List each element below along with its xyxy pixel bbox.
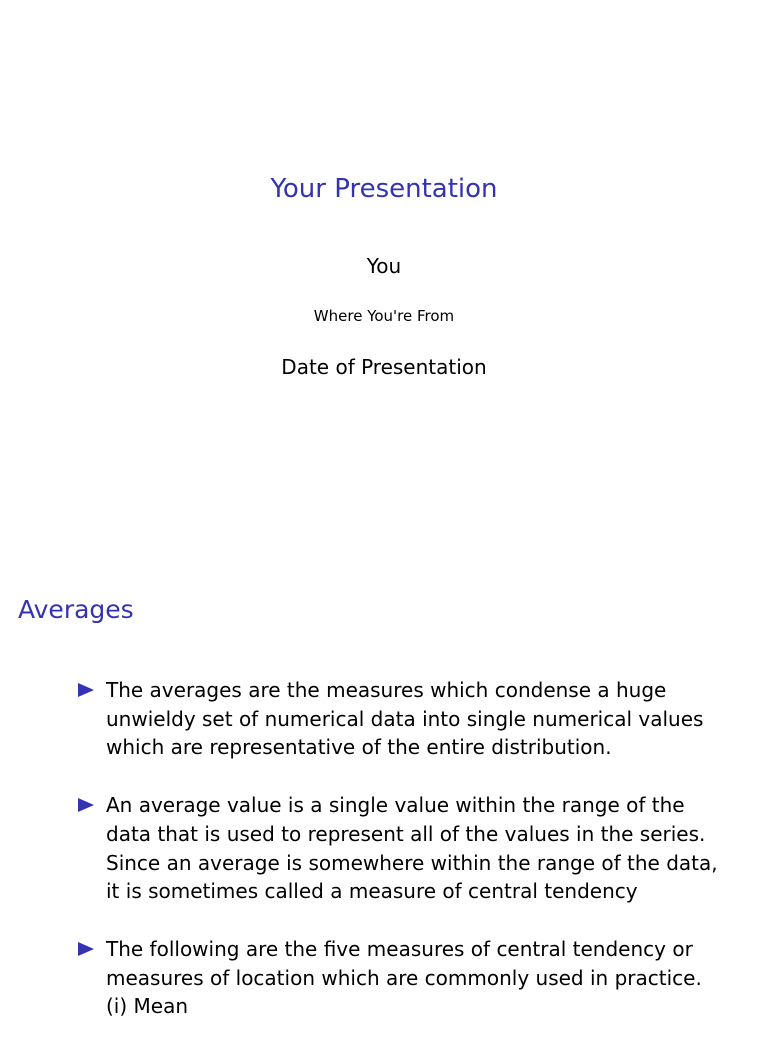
triangle-bullet-icon [78,942,94,956]
presentation-date: Date of Presentation [281,355,487,379]
bullet-item [0,935,768,1021]
frame-title: Averages [18,595,134,624]
triangle-bullet-icon [78,798,94,812]
triangle-bullet-icon [78,683,94,697]
presentation-author: You [366,254,402,278]
bullet-item [0,791,768,906]
bullet-sub-item: (i) Mean [106,994,189,1019]
presentation-institute: Where You're From [313,307,455,325]
bullet-text: An average value is a single value within the range of the data that is used to represent all of the values in the series. Since an average is somewhere within the range of the data, it is sometimes called a measure of central tendency [106,793,718,904]
content-slide [0,576,768,1024]
bullet-list [0,676,768,1050]
bullet-text: The averages are the measures which condense a huge unwieldy set of numerical data into single numerical values which are representative of the entire distribution. [106,678,704,760]
bullet-item [0,676,768,762]
presentation-title: Your Presentation [270,174,498,204]
bullet-text: The following are the five measures of central tendency or measures of location which are commonly used in practice. [106,936,702,990]
